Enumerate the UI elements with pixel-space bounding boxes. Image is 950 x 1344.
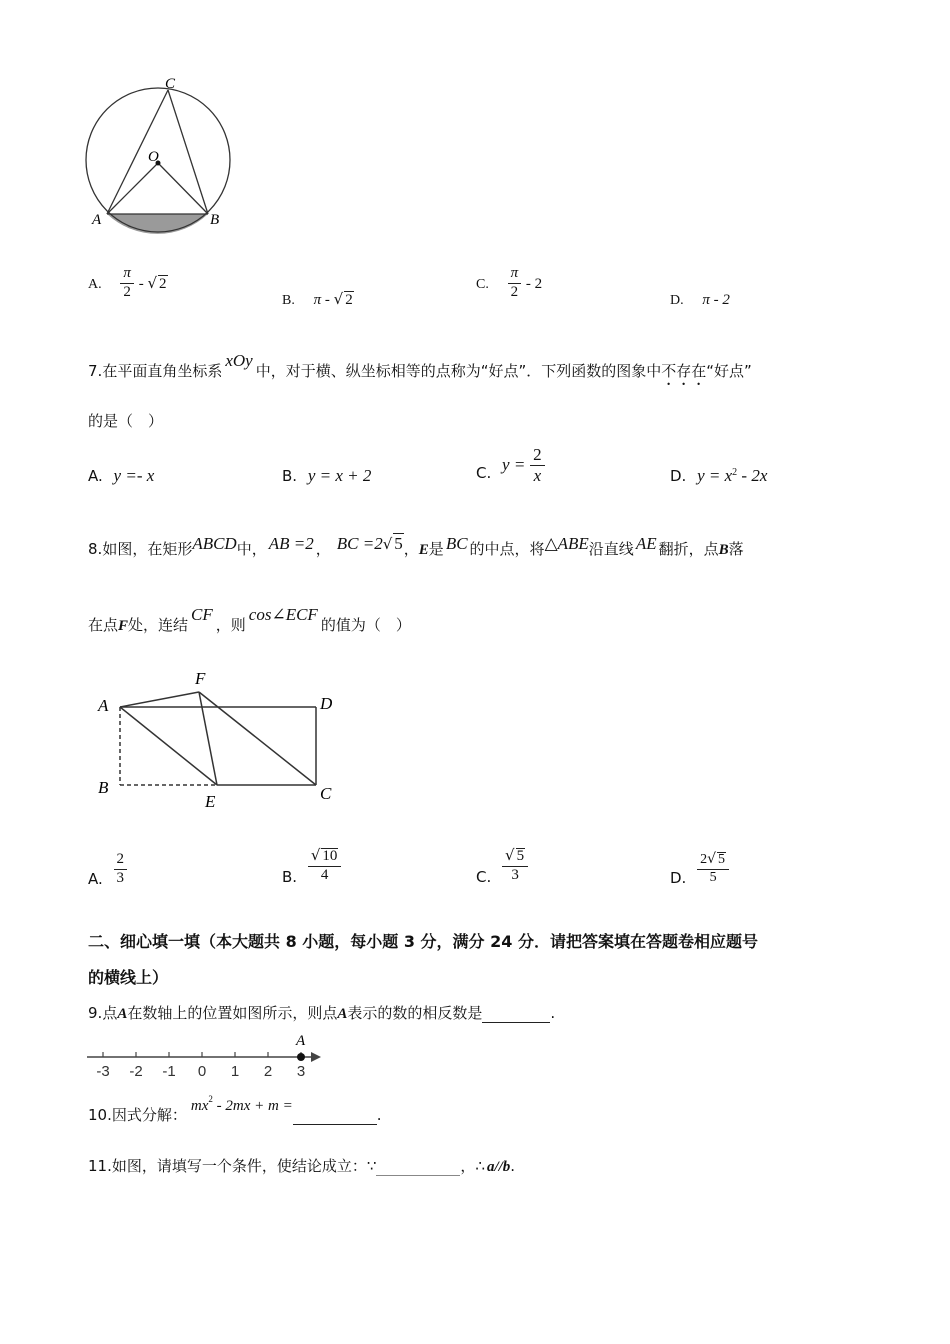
q7-stem-line1: 7.在平面直角坐标系xOy中，对于横、纵坐标相等的点称为“好点”．下列函数的图象中不存在“好点” — [88, 351, 752, 380]
option-label: B. — [282, 467, 298, 485]
label-o: O — [148, 149, 159, 165]
q8-option-c[interactable] — [476, 846, 528, 887]
fraction: $\frac{\pi}{2}$ — [120, 266, 134, 301]
option-label: D. — [670, 869, 687, 888]
section-heading: 二、细心填一填（本大题共 8 小题，每小题 3 分，满分 24 分．请把答案填在答题卷相应题号 — [88, 932, 758, 951]
option-label: A. — [88, 869, 103, 888]
fraction: $\frac{2}{3}$ — [114, 852, 128, 887]
label-b: B — [210, 212, 220, 228]
q8-stem-line2: 在点F处，连结CF，则cos∠ECF的值为（ ） — [88, 605, 411, 634]
label-a: A — [98, 696, 109, 715]
answer-blank[interactable] — [376, 1159, 460, 1176]
q7-option-d[interactable]: D. $y = x^2 - 2x$ — [670, 466, 768, 485]
option-label: C. — [476, 276, 489, 292]
number-line — [85, 1030, 330, 1082]
segment-fe — [199, 692, 217, 785]
tick-label: 1 — [230, 1063, 240, 1080]
q8-option-b[interactable] — [282, 846, 341, 887]
q7-option-a[interactable]: A. y =- x — [88, 466, 155, 485]
radius-oa — [107, 163, 158, 214]
label-a: A — [92, 212, 102, 228]
radius-ob — [158, 163, 208, 214]
q8-option-d[interactable] — [670, 851, 729, 888]
option-label: D. — [670, 467, 687, 485]
emphasized-text: 不存在 — [661, 362, 707, 380]
q7-option-b[interactable]: B. y = x + 2 — [282, 466, 372, 485]
segment-fc — [199, 692, 316, 785]
q9-stem: 9.点A在数轴上的位置如图所示，则点A表示的数的相反数是 . — [88, 1004, 556, 1022]
rectangle-fold-figure — [90, 662, 350, 817]
fraction: $\frac{2}{x}$ — [530, 446, 545, 485]
shaded-segment — [107, 214, 208, 234]
tick-label: -1 — [162, 1063, 176, 1080]
q7-option-c[interactable]: C. y = $\frac{2}{x}$ — [476, 446, 545, 485]
q8-stem-line1: 8.如图，在矩形ABCD中， AB =2 ， BC =2√ 5，E是 BC 的中点，将△ABE沿直线 AE 翻折，点B落 — [88, 534, 744, 558]
option-label: C. — [476, 463, 492, 482]
q11-stem: 11.如图，请填写一个条件，使结论成立：∵ ，∴ a//b. — [88, 1157, 516, 1175]
tick-label: 2 — [263, 1063, 273, 1080]
segment-ae — [120, 707, 217, 785]
q6-option-a[interactable]: A. $\frac{\pi}{2}$ - √ 2 — [88, 265, 167, 300]
fraction: $\frac{\pi}{2}$ — [508, 266, 522, 301]
tick-label: 0 — [197, 1063, 207, 1080]
option-label: C. — [476, 868, 492, 887]
q7-stem-line2: 的是（ ） — [88, 412, 164, 430]
answer-blank[interactable] — [293, 1108, 377, 1125]
label-c: C — [165, 76, 176, 92]
label-d: D — [320, 694, 333, 713]
chord-cb — [168, 90, 208, 214]
label-f: F — [195, 669, 206, 688]
answer-blank[interactable] — [482, 1006, 550, 1023]
q6-option-b[interactable]: B. π - √ 2 — [282, 290, 353, 308]
chord-ca — [107, 90, 168, 214]
option-label: A. — [88, 276, 102, 292]
point-a-label: A — [296, 1033, 306, 1049]
fraction: $\frac{2√ 5}{5}$ — [697, 852, 729, 885]
option-label: D. — [670, 293, 684, 308]
label-b: B — [98, 778, 109, 797]
q10-stem: 10.因式分解： $mx^2 - 2mx + m$ = . — [88, 1094, 382, 1124]
q8-option-a[interactable] — [88, 852, 127, 887]
label-c: C — [320, 784, 332, 803]
point-a — [297, 1053, 305, 1061]
tick-label: -2 — [129, 1063, 143, 1080]
tick-label: 3 — [296, 1063, 306, 1080]
option-label: A. — [88, 467, 103, 485]
section-heading-line2: 的横线上） — [88, 968, 169, 987]
fraction: $\frac{√ 10}{4}$ — [308, 848, 342, 884]
segment-af — [120, 692, 199, 707]
tick-label: -3 — [96, 1063, 110, 1080]
label-e: E — [205, 792, 216, 811]
axis-arrow — [311, 1052, 321, 1062]
circle-figure — [80, 70, 250, 240]
option-label: B. — [282, 293, 295, 308]
option-label: B. — [282, 868, 298, 887]
q6-option-c[interactable]: C. $\frac{\pi}{2}$ - 2 — [476, 265, 543, 300]
fraction: $\frac{√ 5}{3}$ — [502, 848, 528, 884]
q6-option-d[interactable]: D. π - 2 — [670, 292, 730, 308]
